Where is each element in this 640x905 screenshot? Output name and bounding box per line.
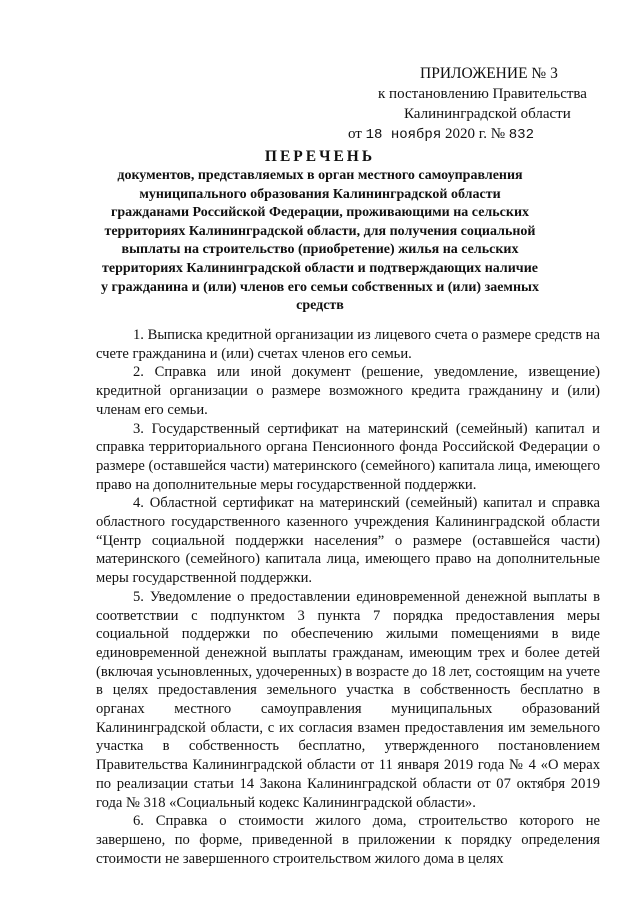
resolution-date: 18 ноября	[365, 127, 442, 143]
list-item: 5. Уведомление о предоставлении единовременной денежной выплаты в соответствии с подпунктом 3 пункта 7 порядка предоставления меры социальной поддержки по обеспечению жилыми помещениями в виде единовременной денежной выплаты гражданам, имеющим трех и более детей (включая усыновленных, удочеренных) в возрасте до 18 лет, состоящим на учете в целях предоставления земельного участка в собственность бесплатно в органах местного самоуправления муниципальных образований Калининградской области, с их согласия взамен предоставления им земельного участка в собственность бесплатно, утвержденного постановлением Правительства Калининградской области от 11 января 2019 года № 4 «О мерах по реализации статьи 14 Закона Калининградской области от 07 октября 2019 года № 318 «Социальный кодекс Калининградской области».	[96, 588, 600, 811]
appendix-header	[340, 64, 600, 145]
appendix-region-line: Калининградской области	[404, 106, 571, 122]
list-item: 6. Справка о стоимости жилого дома, строительство которого не завершено, по форме, приведенной в приложении к порядку определения стоимости не завершенного строительством жилого дома в целях	[96, 813, 600, 867]
list-item: 1. Выписка кредитной организации из лицевого счета о размере средств на счете гражданина и (или) счетах членов его семьи.	[96, 327, 600, 362]
appendix-date-line	[340, 124, 600, 145]
from-label: от	[348, 126, 362, 142]
document-subtitle: документов, представляемых в орган местного самоуправления муниципального образования Калининградской области гражданами Российской Федерации, проживающими на сельских территориях Калининградской области, для получения социальной выплаты на строительство (приобретение) жилья на сельских территориях Калининградской области и подтверждающих наличие у гражданина и (или) членов его семьи собственных и (или) заемных средств	[101, 168, 539, 314]
appendix-number: ПРИЛОЖЕНИЕ № 3	[420, 65, 558, 82]
list-item: 2. Справка или иной документ (решение, уведомление, извещение) кредитной организации о размере возможного кредита гражданину и (или) членам его семьи.	[96, 364, 600, 418]
document-list	[96, 326, 600, 868]
list-item: 3. Государственный сертификат на материнский (семейный) капитал и справка территориального органа Пенсионного фонда Российской Федерации о размере (оставшейся части) материнского (семейного) капитала лица, имеющего право на дополнительные меры государственной поддержки.	[96, 420, 600, 493]
document-title: ПЕРЕЧЕНЬ	[264, 148, 376, 165]
number-label: №	[490, 126, 506, 142]
appendix-resolution-line: к постановлению Правительства	[378, 86, 587, 102]
resolution-year: 2020 г.	[444, 126, 487, 142]
resolution-number: 832	[508, 127, 534, 143]
list-item: 4. Областной сертификат на материнский (семейный) капитал и справка областного государственного казенного учреждения Калининградской области “Центр социальной поддержки населения” о размере (оставшейся части) материнского (семейного) капитала лица, имеющего право на дополнительные меры государственной поддержки.	[96, 495, 600, 587]
